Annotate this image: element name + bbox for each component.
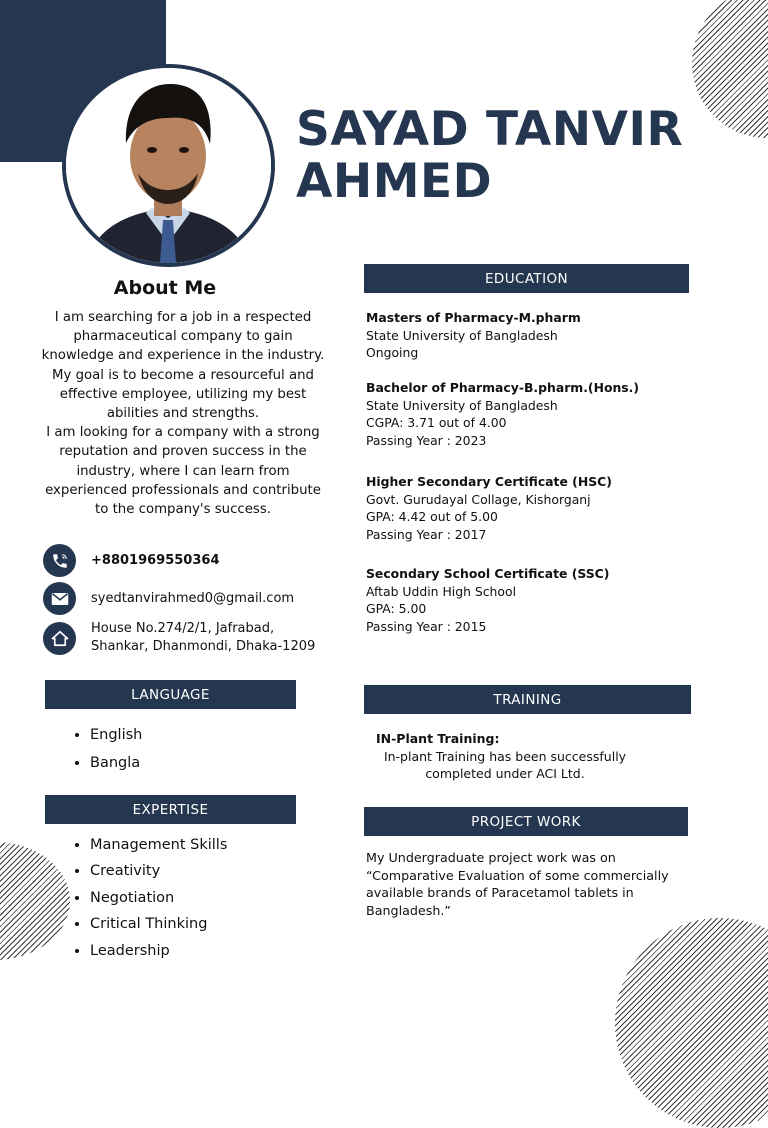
degree-title: Bachelor of Pharmacy-B.pharm.(Hons.)	[366, 380, 640, 395]
degree-title: Secondary School Certificate (SSC)	[366, 566, 610, 581]
address-text	[91, 620, 315, 656]
home-icon	[43, 622, 76, 655]
page-title	[296, 104, 683, 208]
project-work-header: PROJECT WORK	[364, 807, 688, 836]
phone-number[interactable]: +8801969550364	[91, 552, 220, 568]
address-line: Shankar, Dhanmondi, Dhaka-1209	[91, 639, 316, 654]
training-line: completed under ACI Ltd.	[425, 766, 585, 781]
education-detail: CGPA: 3.71 out of 4.00	[366, 415, 507, 430]
contact-phone	[43, 544, 219, 577]
expertise-list	[58, 832, 227, 964]
about-title: About Me	[113, 277, 217, 299]
education-detail: Passing Year : 2023	[366, 432, 487, 448]
contact-email	[43, 582, 294, 615]
training-title: IN-Plant Training:	[376, 731, 500, 746]
institution: State University of Bangladesh	[366, 327, 558, 343]
education-entry	[366, 309, 686, 362]
email-icon	[43, 582, 76, 615]
profile-photo	[62, 64, 275, 267]
address-line: House No.274/2/1, Jafrabad,	[91, 621, 275, 636]
list-item: • English	[90, 721, 142, 749]
language-list	[58, 721, 142, 777]
education-header: EDUCATION	[364, 264, 689, 293]
education-detail: Ongoing	[366, 345, 419, 360]
project-work-text: My Undergraduate project work was on “Comparative Evaluation of some commercially available brands of Paracetamol tablets in Bangladesh.”	[366, 850, 669, 918]
training-header: TRAINING	[364, 685, 691, 714]
list-item: • Negotiation	[90, 885, 227, 911]
contact-address	[43, 620, 315, 656]
training-block	[366, 730, 644, 783]
hatched-circle-decoration	[692, 0, 768, 138]
list-item: • Management Skills	[90, 832, 227, 858]
about-paragraph: I am searching for a job in a respected pharmaceutical company to gain knowledge and experience in the industry. My goal is to become a resourceful and effective employee, utilizing my best abilities and strengths.	[41, 310, 325, 422]
about-text	[38, 308, 328, 519]
list-item: • Leadership	[90, 938, 227, 964]
training-line: In-plant Training has been successfully	[383, 748, 627, 764]
institution: Aftab Uddin High School	[366, 583, 517, 599]
email-address[interactable]: syedtanvirahmed0@gmail.com	[91, 590, 295, 606]
name-second-line: AHMED	[296, 154, 493, 209]
education-entry	[366, 379, 686, 449]
list-item: • Critical Thinking	[90, 911, 227, 937]
name-first-line: SAYAD TANVIR	[296, 102, 684, 157]
institution: Govt. Gurudayal Collage, Kishorganj	[366, 491, 591, 507]
hatched-circle-decoration	[615, 918, 768, 1128]
education-detail: GPA: 5.00	[366, 601, 427, 616]
education-detail: Passing Year : 2015	[366, 618, 487, 634]
language-header: LANGUAGE	[45, 680, 296, 709]
list-item: • Bangla	[90, 749, 142, 777]
about-paragraph: I am looking for a company with a strong reputation and proven success in the industry, where I can learn from experienced professionals and contribute to the company's success.	[45, 425, 321, 518]
institution: State University of Bangladesh	[366, 397, 558, 413]
education-entry	[366, 473, 686, 543]
education-detail: GPA: 4.42 out of 5.00	[366, 509, 498, 524]
phone-icon	[43, 544, 76, 577]
list-item: • Creativity	[90, 858, 227, 884]
degree-title: Higher Secondary Certificate (HSC)	[366, 474, 612, 489]
expertise-header: EXPERTISE	[45, 795, 296, 824]
education-entry	[366, 565, 686, 635]
degree-title: Masters of Pharmacy-M.pharm	[366, 310, 581, 325]
education-detail: Passing Year : 2017	[366, 526, 487, 542]
